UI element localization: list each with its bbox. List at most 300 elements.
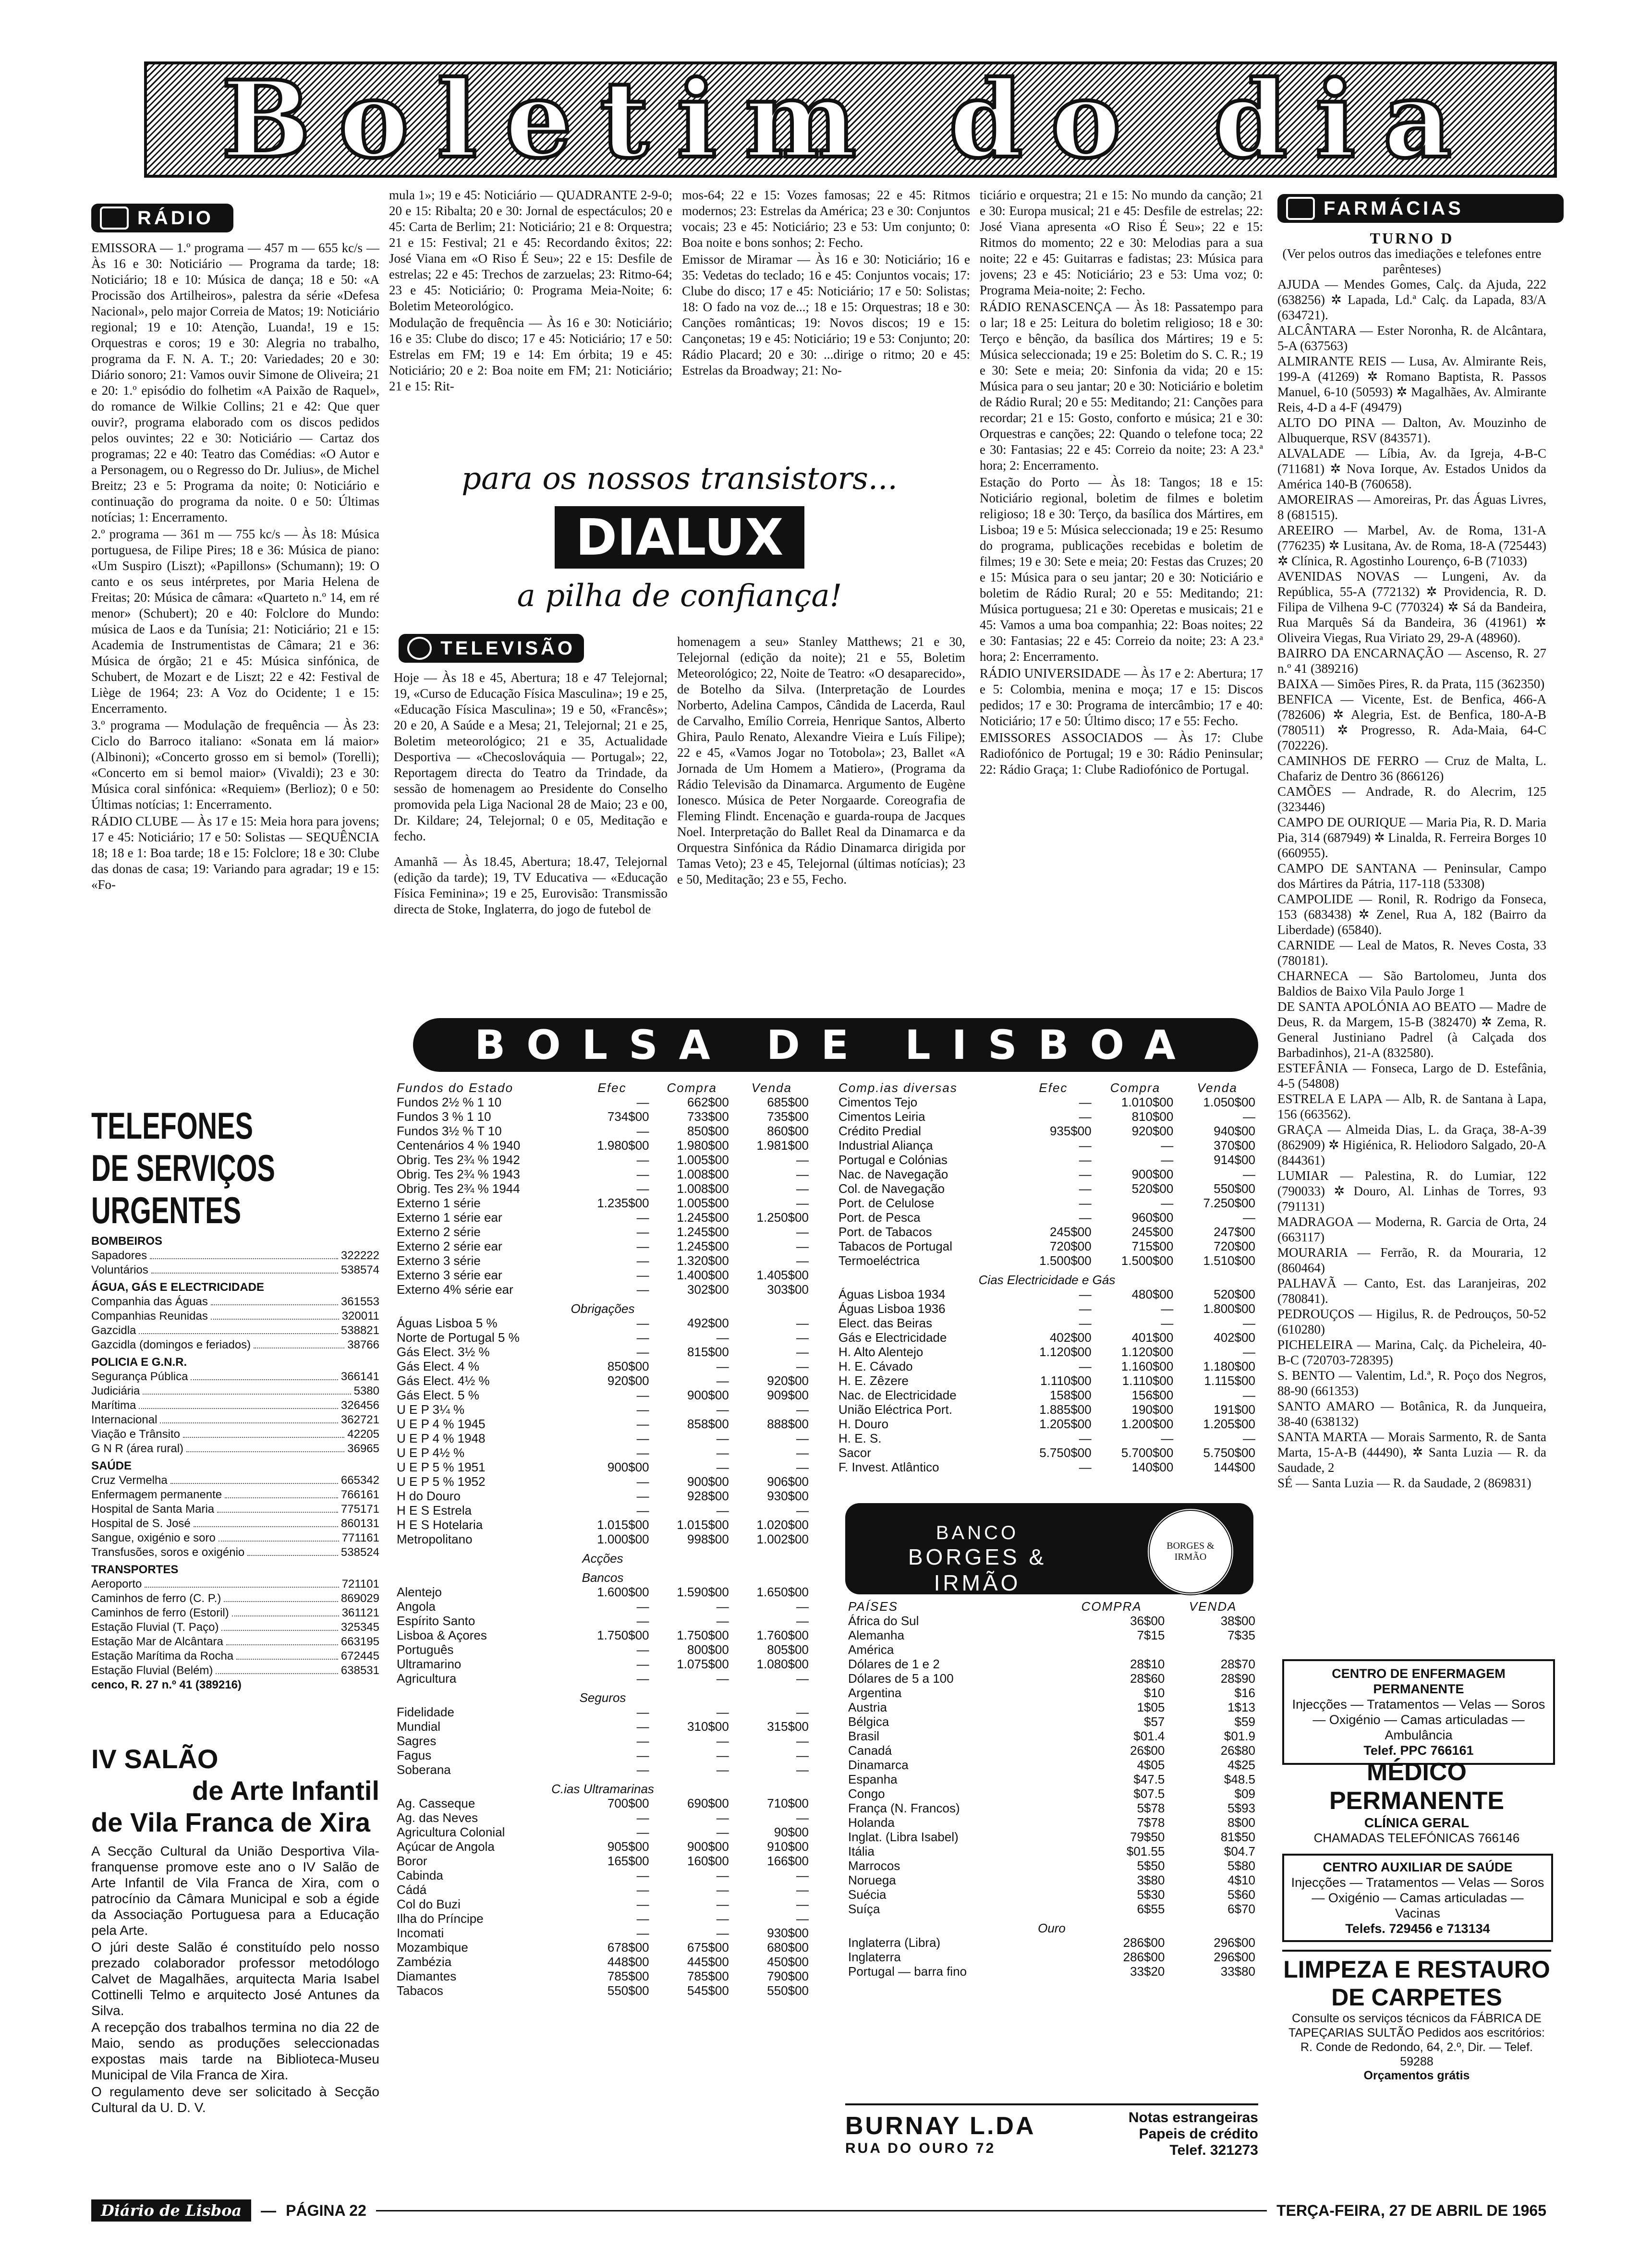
security-value: 1.205$00 [1039, 1417, 1092, 1431]
bolsa-row [836, 1196, 1258, 1210]
radio-col3-p1: mos-64; 22 e 15: Vozes famosas; 22 e 45: Ritmos modernos; 23: Estrelas da América; 23 e 30: Conjuntos vocais; 23 e 45: Noticiário; 23 e 53: Um conjunto; 0: Boa noite e bons sonhos; 2: Fecho. [682, 188, 970, 250]
security-value: 28$70 [1220, 1657, 1255, 1671]
auxiliar-box [1282, 1854, 1553, 1942]
farmacia-entry: ALTO DO PINA — Dalton, Av. Mouzinho de Albuquerque, RSV (843571). [1277, 415, 1546, 445]
cambio-row [845, 1714, 1258, 1729]
security-value: — [636, 1614, 649, 1628]
telefone-service: Viação e Trânsito [91, 1428, 181, 1441]
bolsa-row [394, 1839, 812, 1854]
security-value: — [716, 1431, 729, 1445]
bolsa-row [394, 1748, 812, 1762]
security-name: Ag. das Neves [397, 1810, 478, 1825]
security-value: 296$00 [1214, 1950, 1255, 1964]
security-value: — [636, 1402, 649, 1417]
security-name: Brasil [848, 1729, 880, 1743]
security-value: 445$00 [687, 1955, 729, 1969]
radio-3-programa: 3.º programa — Modulação de frequência — Às 23: Ciclo do Barroco italiano: «Sonata em lá maior» (Albinoni); «Concerto grosso em si bemol» (Torelli); «Concerto em si bemol maior» (Vivaldi); 23 e 30: Música coral sinfónica: «Requiem» (Berlioz); 0 e 50: Últimas notícias; 1: Encerramento. [91, 718, 379, 812]
bolsa-row [394, 1657, 812, 1671]
security-name: Termoeléctrica [838, 1253, 920, 1268]
cambio-row [845, 1950, 1258, 1964]
security-value: — [1243, 1109, 1255, 1124]
bolsa-row [394, 1926, 812, 1940]
telefone-service: Sangue, oxigénio e soro [91, 1531, 216, 1544]
telefone-number: 5380 [353, 1385, 379, 1397]
security-name: Industrial Aliança [838, 1138, 933, 1153]
security-value: — [716, 1599, 729, 1614]
telefone-row [91, 1502, 379, 1517]
footer-page: PÁGINA 22 [286, 2201, 366, 2219]
telefones-section-title: BOMBEIROS [91, 1235, 163, 1248]
security-value: 810$00 [1131, 1109, 1174, 1124]
telefones-section-title: SAÚDE [91, 1459, 132, 1472]
page-footer: Diário de Lisboa — PÁGINA 22 TERÇA-FEIRA, 27 DE ABRIL DE 1965 [91, 2199, 1546, 2222]
cambio-row [845, 1657, 1258, 1671]
security-value: 302$00 [687, 1282, 729, 1297]
security-value: $07.5 [1133, 1786, 1165, 1801]
security-value: $10 [1144, 1686, 1165, 1700]
security-value: 7$35 [1227, 1628, 1255, 1642]
security-value: 1.120$00 [1039, 1345, 1092, 1359]
security-name: Alemanha [848, 1628, 905, 1642]
security-value: — [1161, 1316, 1174, 1330]
security-value: 1.008$00 [677, 1181, 729, 1196]
security-value: — [1161, 1138, 1174, 1153]
bolsa-row [836, 1239, 1258, 1253]
security-value: 36$00 [1130, 1614, 1165, 1628]
security-name: U E P 4½ % [397, 1445, 465, 1460]
security-value: — [636, 1210, 649, 1225]
salao-p1: A Secção Cultural da União Desportiva Vila-franquense promove este ano o IV Salão de Arte Infantil de Vila Franca de Xira, com o patrocínio da Câmara Municipal e sob a égide da Associação Portuguesa para a Educação pela Arte. [91, 1844, 379, 1938]
security-value: — [1243, 1388, 1255, 1402]
farmacia-entry: DE SANTA APOLÓNIA AO BEATO — Madre de Deus, R. da Margem, 15-B (382470) ✲ Zema, R. General Justiniano Padrel (à Calçada dos Barbadinhos), 21-A (832580). [1277, 999, 1546, 1060]
radio-header-label: RÁDIO [137, 207, 214, 229]
medico-sub: CLÍNICA GERAL [1364, 1815, 1470, 1830]
telefone-service: Judiciária [91, 1385, 140, 1397]
security-value: — [636, 1599, 649, 1614]
security-value: 520$00 [1131, 1181, 1174, 1196]
telefone-number: 320011 [341, 1310, 379, 1323]
security-value: — [636, 1316, 649, 1330]
security-name: Agricultura Colonial [397, 1825, 505, 1839]
banco-label: BANCO [935, 1522, 1019, 1543]
security-value: 1.600$00 [597, 1585, 649, 1599]
cambios-hdr-compra: COMPRA [1081, 1599, 1142, 1614]
farmacia-entry: AVENIDAS NOVAS — Lungeni, Av. da República, 55-A (772132) ✲ Providencia, R. D. Filipa de Vilhena 9-C (770324) ✲ Sá da Bandeira, Rua Marquês Sá da Bandeira, 36 (41961) ✲ Oliveira Viegas, Rua Viriato 29, 29-A (48960). [1277, 569, 1546, 645]
security-name: Marrocos [848, 1858, 900, 1873]
security-value: — [1161, 1153, 1174, 1167]
dialux-slogan-bottom: a pilha de confiança! [517, 578, 842, 614]
tv-amanha: Amanhã — Às 18.45, Abertura; 18.47, Telejornal (edição da tarde); 19, TV Educativa — «Educação Física Feminina»; 19 e 25, Eurovisão: Transmissão directa de Stoke, Inglaterra, do jogo de futebol de [394, 854, 668, 916]
security-name: Obrig. Tes 2¾ % 1943 [397, 1167, 520, 1181]
security-value: — [796, 1431, 809, 1445]
bolsa-row [394, 1359, 812, 1373]
bolsa-row [836, 1402, 1258, 1417]
security-name: Centenários 4 % 1940 [397, 1138, 521, 1153]
bolsa-row [836, 1445, 1258, 1460]
security-name: Externo 1 série [397, 1196, 481, 1210]
security-name: Incomati [397, 1926, 444, 1940]
security-name: Águas Lisboa 1934 [838, 1287, 946, 1301]
security-value: 1.750$00 [597, 1628, 649, 1642]
security-value: — [716, 1868, 729, 1882]
security-name: Argentina [848, 1686, 902, 1700]
security-value: 1.075$00 [677, 1657, 729, 1671]
security-name: H. E. Zêzere [838, 1373, 909, 1388]
security-value: 1.405$00 [756, 1268, 809, 1282]
security-name: Águas Lisboa 1936 [838, 1301, 946, 1316]
security-value: 685$00 [767, 1095, 809, 1109]
farmacia-entry: CAMPOLIDE — Ronil, R. Rodrigo da Fonseca, 153 (683438) ✲ Zenel, Rua A, 182 (Bairro da Liberdade) (65840). [1277, 892, 1546, 937]
security-value: — [636, 1239, 649, 1253]
radio-emissora: EMISSORA — 1.º programa — 457 m — 655 kc/s — Às 16 e 30: Noticiário — Programa da tarde; 18: Noticiário; 18 e 10: Música de dança; 18 e 50: «A Procissão dos Artilheiros», palestra da série «Defesa Nacional», pelo major Correia de Matos; 19: Noticiário regional; 19 e 10: Atenção, Luanda!, 19 e 15: Orquestras e coros; 19 e 30: Alegria no trabalho, programa da F. N. A. T.; 20: Variedades; 20 e 30: Diário sonoro; 21: Vamos ouvir Simone de Oliveira; 21 e 20: 1.º episódio do folhetim «A Paixão de Raquel», do romance de Wilkie Collins; 21 e 42: Que quer ouvir?, programa elaborado com os discos pedidos pelos ouvintes; 22 e 30: Noticiário — Cartaz dos programas; 22 e 40: Teatro das Comédias: «O Autor e a Personagem, ou o Regresso do Dr. Julius», de Michel Breitz; 23 e 5: Programa da noite; 0: Noticiário e continuação do programa da noite. 0 e 50: Últimas notícias; 1: Encerramento. [91, 241, 379, 524]
bolsa-row [394, 1460, 812, 1474]
security-value: 310$00 [687, 1719, 729, 1734]
telefone-service: Caminhos de ferro (C. P.) [91, 1592, 221, 1605]
security-value: — [1243, 1167, 1255, 1181]
table-subheading: Acções [582, 1551, 623, 1566]
security-name: H do Douro [397, 1489, 461, 1503]
security-name: Soberana [397, 1762, 451, 1777]
security-name: U E P 5 % 1951 [397, 1460, 486, 1474]
security-value: — [796, 1599, 809, 1614]
security-value: — [636, 1474, 649, 1489]
security-value: 1.160$00 [1121, 1359, 1174, 1373]
salao-article [91, 1743, 379, 2116]
bolsa-row [836, 1181, 1258, 1196]
security-value: 1$13 [1227, 1700, 1255, 1714]
auxiliar-body: Injecções — Tratamentos — Velas — Soros — Oxigénio — Camas articuladas — Vacinas [1291, 1875, 1544, 1920]
security-name: U E P 5 % 1952 [397, 1474, 486, 1489]
security-value: — [636, 1489, 649, 1503]
security-value: 5$78 [1137, 1801, 1165, 1815]
bolsa-row [394, 1628, 812, 1642]
security-value: 7$78 [1137, 1815, 1165, 1830]
bolsa-row [394, 1705, 812, 1719]
security-value: 1.400$00 [677, 1268, 729, 1282]
tv-header-label: TELEVISÃO [440, 637, 575, 659]
cambio-row [845, 1801, 1258, 1815]
telefone-row [91, 1473, 379, 1488]
security-value: — [1243, 1431, 1255, 1445]
bolsa-row [394, 1983, 812, 1998]
enfermagem-body: Injecções — Tratamentos — Velas — Soros — Oxigénio — Camas articuladas — Ambulância [1292, 1697, 1545, 1742]
security-name: Externo 4% série ear [397, 1282, 513, 1297]
security-value: 5$80 [1227, 1858, 1255, 1873]
security-value: — [1243, 1210, 1255, 1225]
security-value: 1.120$00 [1121, 1345, 1174, 1359]
bolsa-row [394, 1810, 812, 1825]
security-value: 900$00 [1131, 1167, 1174, 1181]
bolsa-rhdr-efec: Efec [1039, 1081, 1068, 1095]
auxiliar-title: CENTRO AUXILIAR DE SAÚDE [1323, 1860, 1513, 1874]
security-name: Tabacos [397, 1983, 443, 1998]
limpeza-title-2: DE CARPETES [1331, 1984, 1502, 2011]
security-value: — [636, 1671, 649, 1686]
security-value: — [796, 1153, 809, 1167]
bolsa-row [394, 1503, 812, 1518]
security-value: 900$00 [607, 1460, 649, 1474]
security-value: 815$00 [687, 1345, 729, 1359]
cambio-row [845, 1786, 1258, 1801]
security-name: Espírito Santo [397, 1614, 475, 1628]
security-value: 928$00 [687, 1489, 729, 1503]
telefone-number: 771161 [341, 1531, 379, 1544]
telefone-row [91, 1635, 379, 1649]
telefone-number: 869029 [340, 1592, 379, 1605]
security-value: — [636, 1181, 649, 1196]
telefone-number: 775171 [340, 1503, 379, 1516]
banco-seal-icon [1147, 1508, 1234, 1595]
servicos-urgentes-title: DE SERVIÇOS URGENTES [91, 1147, 275, 1231]
bolsa-row [394, 1762, 812, 1777]
security-value: — [716, 1460, 729, 1474]
security-name: Nac. de Electricidade [838, 1388, 957, 1402]
telefone-number: 366141 [340, 1370, 379, 1383]
security-value: 1.180$00 [1203, 1359, 1255, 1373]
security-value: — [796, 1345, 809, 1359]
security-value: 5.750$00 [1203, 1445, 1255, 1460]
security-value: 720$00 [1049, 1239, 1092, 1253]
security-value: $01.9 [1224, 1729, 1255, 1743]
security-value: 1.320$00 [677, 1253, 729, 1268]
security-name: Dinamarca [848, 1758, 909, 1772]
security-value: 733$00 [687, 1109, 729, 1124]
security-name: Dólares de 5 a 100 [848, 1671, 954, 1686]
tv-col2-p1: homenagem a seu» Stanley Matthews; 21 e 30, Telejornal (edição da noite); 21 e 55, Boletim Meteorológico; 22, Noite de Teatro: «O desaparecido», de Botelho da Silva. (Interpretação de Lourdes Norberto, Adelina Campos, Cândida de Lacerda, Raul de Carvalho, Emílio Correia, Henrique Santos, Alberto Ghira, Paulo Renato, Alexandre Vieira e Luís Filipe); 22 e 45, «Vamos Jogar no Totobola»; 23, Ballet «A Jornada de Um Homem a Matiero», (Programa da Rádio Televisão da Dinamarca. Argumento de Eugène Ionesco. Música de Peter Norgaarde. Coreografia de Fleming Flindt. Encenação e guarda-roupa de Jacques Noel. Interpretação do Ballet Real da Dinamarca e da Orquestra Sinfónica da Rádio Dinamarca dirigida por Tamas Veto); 23 e 45, Telejornal (últimas notícias); 23 e 50, Meditação; 23 e 55, Fecho. [677, 634, 965, 887]
security-value: — [636, 1810, 649, 1825]
security-name: Alentejo [397, 1585, 442, 1599]
bolsa-row [394, 1532, 812, 1546]
security-value: 296$00 [1214, 1935, 1255, 1950]
security-value: 315$00 [767, 1719, 809, 1734]
security-name: Dólares de 1 e 2 [848, 1657, 940, 1671]
cambios-table [845, 1599, 1258, 1979]
radio-2-programa: 2.º programa — 361 m — 755 kc/s — Às 18: Música portuguesa, de Filipe Pires; 18 e 36: Música de piano: «Um Suspiro (Liszt); «Papillons» (Schumann); 19: O canto e os seus intérpretes, por Maria Helena de Freitas; 20: Música de câmara: «Quarteto n.º 14, em ré menor» (Schubert); 20 e 40: Folclore do Mundo: música de Laos e da Tunísia; 21: Noticiário; 21 e 15: Academia de Instrumentistas de Câmara; 21 e 36: Música de órgão; 21 e 45: Música sinfónica, de Schubert, de Mozart e de Liszt; 22 e 42: Festival de Liège de 1964; 23: A Voz do Ocidente; 1 e 15: Encerramento. [91, 527, 379, 716]
telefone-row [91, 1531, 379, 1545]
farmacia-entry: MADRAGOA — Moderna, R. Garcia de Orta, 24 (663117) [1277, 1215, 1546, 1244]
radio-column-4 [980, 187, 1263, 1004]
telefone-service: Aeroporto [91, 1578, 142, 1591]
bolsa-row [394, 1138, 812, 1153]
telefone-row [91, 1664, 379, 1678]
security-value: 550$00 [607, 1983, 649, 1998]
security-value: 160$00 [687, 1854, 729, 1868]
security-value: 450$00 [767, 1955, 809, 1969]
telefone-number: 38766 [347, 1338, 379, 1351]
telefone-number: 322222 [340, 1249, 379, 1262]
telefone-service: Segurança Pública [91, 1370, 188, 1383]
radio-column-2 [389, 187, 672, 447]
security-value: — [796, 1445, 809, 1460]
security-value: 800$00 [687, 1642, 729, 1657]
telefone-service: Estação Marítima da Rocha [91, 1650, 234, 1663]
bolsa-row [836, 1301, 1258, 1316]
cambio-row [845, 1935, 1258, 1950]
security-value: — [796, 1882, 809, 1897]
telefone-service: Marítima [91, 1399, 136, 1412]
telefone-row [91, 1295, 379, 1309]
security-value: 1.800$00 [1203, 1301, 1255, 1316]
security-value: 303$00 [767, 1282, 809, 1297]
telefone-row [91, 1545, 379, 1560]
farmacia-entry: ALMIRANTE REIS — Lusa, Av. Almirante Reis, 199-A (41269) ✲ Romano Baptista, R. Passos Manuel, 6-10 (50593) ✲ Magalhães, Av. Almirante Reis, 4-D a 4-F (49479) [1277, 354, 1546, 414]
security-value: — [636, 1911, 649, 1926]
telefone-row [91, 1427, 379, 1442]
security-value: $47.5 [1133, 1772, 1165, 1786]
telefone-service: Transfusões, soros e oxigénio [91, 1546, 245, 1559]
security-value: 920$00 [767, 1373, 809, 1388]
security-value: 4$10 [1227, 1873, 1255, 1887]
security-value: 1.205$00 [1203, 1417, 1255, 1431]
security-name: H E S Estrela [397, 1503, 472, 1518]
security-value: — [796, 1402, 809, 1417]
limpeza-note: Orçamentos grátis [1363, 2069, 1470, 2082]
security-value: — [636, 1345, 649, 1359]
security-name: Mozambique [397, 1940, 468, 1955]
security-value: — [636, 1445, 649, 1460]
bolsa-row [394, 1642, 812, 1657]
bolsa-row [836, 1167, 1258, 1181]
bolsa-row [394, 1518, 812, 1532]
farmacia-entry: AMOREIRAS — Amoreiras, Pr. das Águas Livres, 8 (681515). [1277, 492, 1546, 522]
cambio-row [845, 1964, 1258, 1979]
security-value: 165$00 [607, 1854, 649, 1868]
security-value: 1.110$00 [1122, 1373, 1174, 1388]
bolsa-row [394, 1167, 812, 1181]
security-value: — [636, 1705, 649, 1719]
table-subheading: Cias Electricidade e Gás [978, 1273, 1116, 1287]
radio-col4-p4: RÁDIO UNIVERSIDADE — Às 17 e 2: Abertura; 17 e 5: Colombia, menina e moça; 17 e 15: Discos pedidos; 17 e 30: Programa de intercâmbio; 17 e 40: Noticiário; 17 e 50: Último disco; 17 e 55: Fecho. [980, 666, 1263, 728]
security-value: 1.010$00 [1121, 1095, 1174, 1109]
security-value: $01.4 [1133, 1729, 1165, 1743]
telefone-service: Enfermagem permanente [91, 1488, 222, 1501]
security-value: 33$80 [1220, 1964, 1255, 1979]
security-value: 920$00 [1131, 1124, 1174, 1138]
bolsa-row [394, 1210, 812, 1225]
security-value: — [1243, 1316, 1255, 1330]
bolsa-row [836, 1124, 1258, 1138]
bolsa-row [394, 1897, 812, 1911]
burnay-papers: Papeis de crédito [1139, 2126, 1258, 2142]
security-value: 920$00 [607, 1373, 649, 1388]
security-value: — [636, 1897, 649, 1911]
bolsa-row [394, 1316, 812, 1330]
security-name: Cádá [397, 1882, 427, 1897]
farmacia-entry: CARNIDE — Leal de Matos, R. Neves Costa, 33 (780181). [1277, 938, 1546, 968]
telefone-service: Cruz Vermelha [91, 1474, 168, 1487]
cambios-hdr-paises: PAÍSES [848, 1599, 899, 1614]
burnay-notes: Notas estrangeiras [1128, 2110, 1258, 2125]
security-value: — [636, 1225, 649, 1239]
farmacia-entry: S. BENTO — Valentim, Ld.ª, R. Poço dos Negros, 88-90 (661353) [1277, 1368, 1546, 1398]
security-value: 900$00 [687, 1388, 729, 1402]
telefone-service: Estação Fluvial (T. Paço) [91, 1621, 219, 1634]
security-name: Externo 2 série [397, 1225, 481, 1239]
bolsa-row [836, 1330, 1258, 1345]
security-value: — [636, 1503, 649, 1518]
security-name: F. Invest. Atlântico [838, 1460, 939, 1474]
bolsa-hdr-fundos: Fundos do Estado [397, 1081, 514, 1095]
security-value: 1.080$00 [756, 1657, 809, 1671]
bolsa-row [394, 1796, 812, 1810]
security-name: Ag. Casseque [397, 1796, 475, 1810]
bolsa-row [394, 1445, 812, 1460]
security-value: — [636, 1417, 649, 1431]
telefone-row [91, 1249, 379, 1263]
bolsa-row [394, 1911, 812, 1926]
security-value: — [716, 1734, 729, 1748]
telefone-number: 860131 [340, 1517, 379, 1530]
security-value: — [636, 1095, 649, 1109]
security-value: — [636, 1825, 649, 1839]
security-value: 286$00 [1123, 1935, 1165, 1950]
security-value: — [796, 1225, 809, 1239]
banco-name: BORGES & IRMÃO [908, 1544, 1047, 1595]
medico-block [1282, 1758, 1551, 1846]
telefone-number: 538524 [340, 1546, 379, 1559]
security-name: Noruega [848, 1873, 896, 1887]
security-value: 1.885$00 [1039, 1402, 1092, 1417]
security-name: Port. de Pesca [838, 1210, 921, 1225]
bolsa-row [836, 1417, 1258, 1431]
bolsa-row [394, 1969, 812, 1983]
telefones-title: TELEFONES [91, 1105, 253, 1147]
security-name: Cabinda [397, 1868, 443, 1882]
cambio-row [845, 1700, 1258, 1714]
telefone-service: Estação Fluvial (Belém) [91, 1664, 213, 1677]
telefone-service: Companhia das Águas [91, 1295, 208, 1308]
security-value: 448$00 [607, 1955, 649, 1969]
security-value: 930$00 [767, 1489, 809, 1503]
security-name: Elect. das Beiras [838, 1316, 933, 1330]
security-value: 1$05 [1137, 1700, 1165, 1714]
farmacia-entry: BAIRRO DA ENCARNAÇÃO — Ascenso, R. 27 n.º 41 (389216) [1277, 646, 1546, 676]
security-value: 545$00 [687, 1983, 729, 1998]
security-name: Canadá [848, 1743, 892, 1758]
bolsa-hdr-efec: Efec [597, 1081, 627, 1095]
table-subheading: Ouro [1038, 1921, 1066, 1935]
security-value: 700$00 [607, 1796, 649, 1810]
bolsa-row [394, 1868, 812, 1882]
telefone-service: Hospital de Santa Maria [91, 1503, 215, 1516]
telefone-row [91, 1413, 379, 1427]
security-value: 1.750$00 [677, 1628, 729, 1642]
security-value: 910$00 [767, 1839, 809, 1854]
security-value: 1.000$00 [597, 1532, 649, 1546]
security-value: — [1079, 1301, 1092, 1316]
security-value: — [716, 1330, 729, 1345]
bolsa-row [394, 1239, 812, 1253]
medico-phone: CHAMADAS TELEFÓNICAS 766146 [1313, 1831, 1520, 1845]
security-value: 1.250$00 [756, 1210, 809, 1225]
cambio-row [845, 1772, 1258, 1786]
table-subheading: Bancos [582, 1570, 624, 1585]
bolsa-row [394, 1882, 812, 1897]
limpeza-ad [1282, 1950, 1551, 2083]
security-name: Boror [397, 1854, 427, 1868]
security-value: — [1079, 1359, 1092, 1373]
telefones-section-title: TRANSPORTES [91, 1563, 179, 1576]
telefones-section-title: ÁGUA, GÁS E ELECTRICIDADE [91, 1281, 265, 1294]
security-value: 492$00 [687, 1316, 729, 1330]
security-name: Externo 3 série [397, 1253, 481, 1268]
security-name: Sagres [397, 1734, 437, 1748]
security-value: 28$90 [1220, 1671, 1255, 1686]
farmacias-header [1277, 194, 1564, 223]
security-value: 1.981$00 [756, 1138, 809, 1153]
telefone-row [91, 1649, 379, 1664]
security-value: — [716, 1373, 729, 1388]
